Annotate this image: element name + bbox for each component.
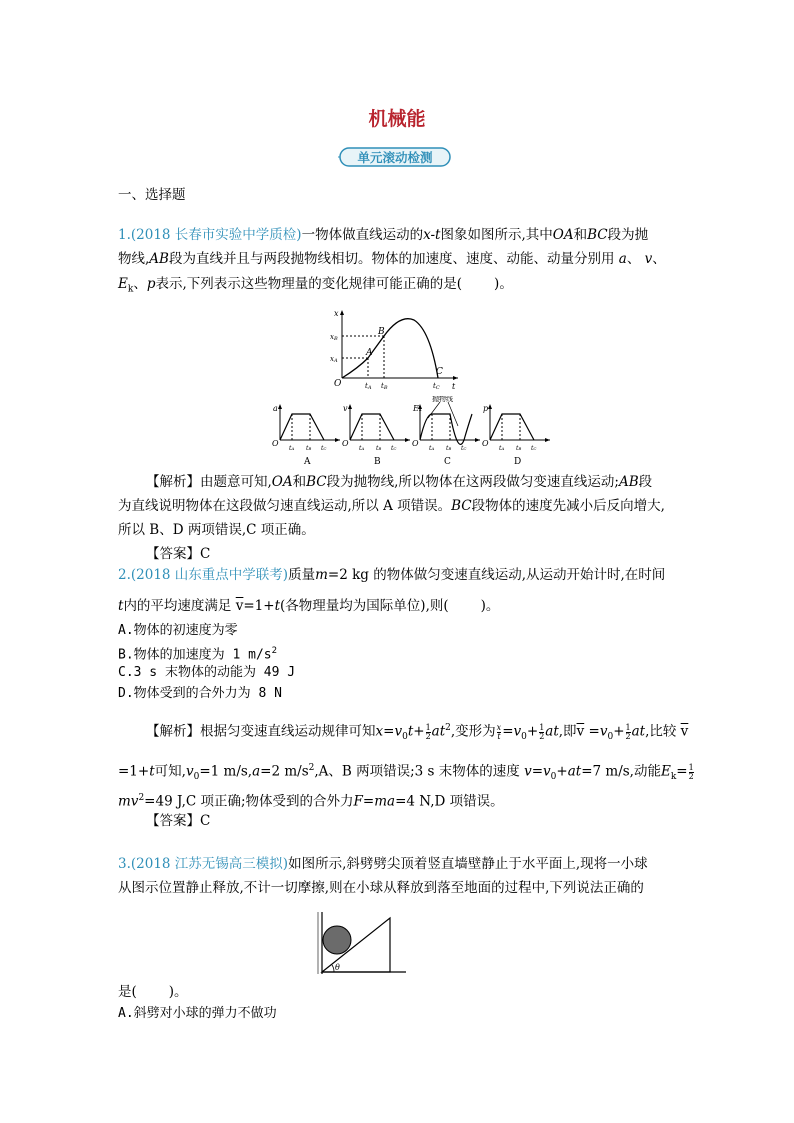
svg-text:tB: tB — [446, 445, 452, 452]
q1-analysis-line2: 为直线说明物体在这段做匀速直线运动,所以 A 项错误。BC段物体的速度先减小后反向增大, — [118, 498, 665, 514]
q3-number: 3. — [118, 856, 131, 872]
section-heading: 一、选择题 — [118, 187, 186, 203]
q2-number: 2. — [118, 567, 131, 583]
svg-text:O: O — [412, 439, 419, 448]
q3-option-a: A.斜劈对小球的弹力不做功 — [118, 1006, 277, 1021]
q2-source: (2018 山东重点中学联考) — [130, 567, 289, 583]
q2-analysis-line1: 【解析】根据匀变速直线运动规律可知$x=v_0t+$ $\frac{1}{2}$ $at^2$,变形为 $\frac{x}{t}$ $=v_0+$ $\frac{1}{2}$ at,即$\overline{v} =v_0+$ $\frac{1}{2}$ at,比较 $\overline{v}$ — [146, 722, 689, 743]
svg-text:x: x — [334, 309, 339, 318]
svg-text:O: O — [482, 439, 489, 448]
svg-text:tB: tB — [516, 445, 522, 452]
q3-source: (2018 江苏无锡高三模拟) — [130, 856, 289, 872]
graph-c — [412, 396, 480, 467]
graph-d — [482, 404, 550, 467]
svg-text:tA: tA — [499, 445, 505, 452]
svg-text:A: A — [366, 348, 373, 358]
q2-option-c: C.3 s 末物体的动能为 49 J — [118, 665, 296, 680]
svg-text:B: B — [374, 457, 381, 467]
svg-text:tA: tA — [429, 445, 435, 452]
q3-line1: 3.(2018 江苏无锡高三模拟)如图所示,斜劈劈尖顶着竖直墙壁静止于水平面上,现将一小球 — [118, 856, 648, 872]
q3-line2: 从图示位置静止释放,不计一切摩擦,则在小球从释放到落至地面的过程中,下列说法正确的 — [118, 880, 644, 896]
q2-option-b: B.物体的加速度为 1 $m/s^2$ — [118, 646, 278, 663]
svg-text:O: O — [342, 439, 349, 448]
svg-text:O: O — [272, 439, 279, 448]
svg-text:C: C — [444, 457, 451, 467]
svg-text:tA: tA — [359, 445, 365, 452]
svg-text:p: p — [483, 404, 489, 413]
q1-number: 1. — [118, 227, 131, 243]
svg-text:xB: xB — [330, 333, 338, 342]
graph-a — [272, 404, 340, 467]
q3-wedge-figure — [314, 910, 409, 980]
svg-text:θ: θ — [335, 963, 340, 972]
q1-line1: 1.(2018 长春市实验中学质检)一物体做直线运动的x-t图象如图所示,其中OA和BC段为抛 — [118, 227, 649, 243]
q1-option-graphs — [272, 396, 552, 472]
svg-text:tC: tC — [461, 445, 467, 452]
q2-line2: t内的平均速度满足 $\overline{v}=1+t$(各物理量均为国际单位),则( )。 — [118, 598, 500, 614]
svg-text:C: C — [436, 367, 443, 377]
svg-text:tC: tC — [391, 445, 397, 452]
unit-badge — [338, 146, 452, 168]
svg-text:v: v — [343, 404, 348, 413]
q1-analysis-line3: 所以 B、D 两项错误,C 项正确。 — [118, 522, 315, 538]
svg-text:A: A — [304, 457, 311, 467]
svg-text:Ek: Ek — [413, 404, 422, 413]
q3-line3: 是( )。 — [118, 984, 188, 1000]
q2-option-a: A.物体的初速度为零 — [118, 623, 238, 638]
q1-xt-graph — [330, 306, 465, 396]
svg-text:tB: tB — [376, 445, 382, 452]
svg-text:tC: tC — [531, 445, 537, 452]
q2-line1: 2.(2018 山东重点中学联考)质量m=2 kg 的物体做匀变速直线运动,从运动开始计时,在时间 — [118, 567, 666, 583]
q1-analysis-line1: 【解析】由题意可知,OA和BC段为抛物线,所以物体在这两段做匀变速直线运动;AB段 — [146, 474, 653, 490]
svg-text:t: t — [452, 382, 456, 391]
svg-text:tB: tB — [381, 382, 388, 391]
q1-line3: $E_k$、p表示,下列表示这些物理量的变化规律可能正确的是( )。 — [118, 276, 513, 295]
svg-text:O: O — [334, 379, 342, 389]
svg-text:a: a — [273, 404, 278, 413]
svg-text:抛物线: 抛物线 — [432, 396, 453, 403]
q2-analysis-line2: =1+t可知$,v_0=1$ m/s,a=2 $m/s^2,A$、B 两项错误;3 s 末物体的速度 $v=v_0+at=7$ m/s,动能$E_k=$ $\frac{1}{2}$ — [118, 762, 694, 783]
svg-text:tB: tB — [306, 445, 312, 452]
svg-text:xA: xA — [330, 355, 338, 364]
svg-text:D: D — [514, 457, 522, 467]
q2-answer: 【答案】C — [146, 813, 211, 829]
page-title: 机械能 — [368, 108, 426, 130]
svg-text:B: B — [378, 327, 385, 337]
svg-text:tA: tA — [365, 382, 372, 391]
q2-analysis-line3: $mv^2=49$ J,C 项正确;物体受到的合外力F=ma=4 N,D 项错误。 — [118, 793, 504, 810]
q2-option-d: D.物体受到的合外力为 8 N — [118, 686, 282, 701]
svg-text:tC: tC — [433, 382, 440, 391]
svg-text:tC: tC — [321, 445, 327, 452]
q1-answer: 【答案】C — [146, 546, 211, 562]
svg-text:tA: tA — [289, 445, 295, 452]
q1-line2: 物线,AB段为直线并且与两段抛物线相切。物体的加速度、速度、动能、动量分别用 a、 v、 — [118, 251, 666, 267]
badge-text: 单元滚动检测 — [357, 150, 433, 165]
q1-source: (2018 长春市实验中学质检) — [130, 227, 302, 243]
graph-b — [342, 404, 410, 467]
